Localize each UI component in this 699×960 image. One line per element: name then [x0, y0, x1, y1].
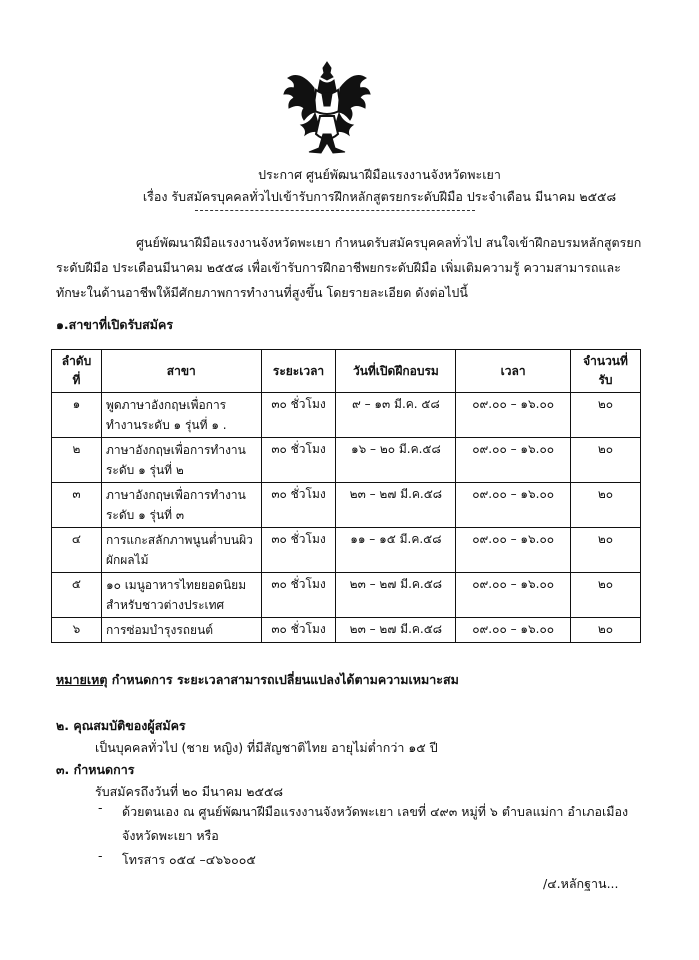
table-row [52, 438, 641, 483]
section3-text: รับสมัครถึงวันที่ ๒๐ มีนาคม ๒๕๕๘ [95, 784, 284, 799]
courses-table [51, 349, 641, 643]
header-seats: จำนวนที่ รับ [571, 350, 641, 393]
announcement-subject: เรื่อง รับสมัครบุคคลทั่วไปเข้ารับการฝึกหลักสูตรยกระดับฝีมือ ประจำเดือน มีนาคม ๒๕๕๘ [142, 189, 617, 204]
cell-time: ๐๙.๐๐ – ๑๖.๐๐ [456, 618, 571, 643]
dashed-divider [195, 210, 475, 211]
cell-time: ๐๙.๐๐ – ๑๖.๐๐ [456, 573, 571, 618]
cell-date: ๒๓ – ๒๗ มี.ค.๕๘ [336, 618, 456, 643]
cell-duration: ๓๐ ชั่วโมง [261, 483, 336, 528]
cell-no: ๖ [52, 618, 102, 643]
table-row [52, 573, 641, 618]
cell-duration: ๓๐ ชั่วโมง [261, 393, 336, 438]
note-text: กำหนดการ ระยะเวลาสามารถเปลี่ยนแปลงได้ตามความเหมาะสม [107, 672, 459, 687]
cell-date: ๑๑ – ๑๕ มี.ค.๕๘ [336, 528, 456, 573]
cell-duration: ๓๐ ชั่วโมง [261, 573, 336, 618]
announcement-title: ประกาศ ศูนย์พัฒนาฝีมือแรงงานจังหวัดพะเยา [258, 167, 501, 182]
cell-date: ๙ – ๑๓ มี.ค. ๕๘ [336, 393, 456, 438]
cell-seats: ๒๐ [571, 528, 641, 573]
cell-seats: ๒๐ [571, 393, 641, 438]
section1-title: ๑.สาขาที่เปิดรับสมัคร [56, 317, 174, 332]
cell-no: ๕ [52, 573, 102, 618]
cell-seats: ๒๐ [571, 618, 641, 643]
cell-duration: ๓๐ ชั่วโมง [261, 438, 336, 483]
intro-text: ศูนย์พัฒนาฝีมือแรงงานจังหวัดพะเยา กำหนดรับสมัครบุคคลทั่วไป สนใจเข้าฝึกอบรมหลักสูตรยกระดับฝีมือ ประเดือนมีนาคม ๒๕๕๘ เพื่อเข้ารับการฝึกอาชีพยกระดับฝีมือ เพิ่มเติมความรู้ ความสามารถและทักษะในด้านอาชีพให้มีศักยภาพการทำงานที่สูงขึ้น โดยรายละเอียด ดังต่อไปนี้ [56, 235, 642, 300]
header-time: เวลา [456, 350, 571, 393]
bullet-dash: - [98, 848, 103, 863]
garuda-emblem-icon [282, 58, 372, 158]
table-row [52, 618, 641, 643]
cell-branch: การซ่อมบำรุงรถยนต์ [101, 618, 261, 643]
cell-no: ๒ [52, 438, 102, 483]
section2-text: เป็นบุคคลทั่วไป (ชาย หญิง) ที่มีสัญชาติไทย อายุไม่ต่ำกว่า ๑๕ ปี [95, 740, 438, 755]
table-row [52, 528, 641, 573]
bullet-dash: - [98, 800, 103, 815]
cell-branch: ๑๐ เมนูอาหารไทยยอดนิยมสำหรับชาวต่างประเทศ [101, 573, 261, 618]
cell-date: ๒๓ – ๒๗ มี.ค.๕๘ [336, 483, 456, 528]
section3-title: ๓. กำหนดการ [56, 762, 135, 777]
header-duration: ระยะเวลา [261, 350, 336, 393]
cell-branch: พูดภาษาอังกฤษเพื่อการทำงานระดับ ๑ รุ่นที่ ๑ . [101, 393, 261, 438]
continuation-footer: /๔.หลักฐาน... [543, 876, 619, 891]
cell-time: ๐๙.๐๐ – ๑๖.๐๐ [456, 393, 571, 438]
cell-time: ๐๙.๐๐ – ๑๖.๐๐ [456, 483, 571, 528]
intro-paragraph [56, 230, 646, 305]
bullet-item: โทรสาร ๐๕๔ –๔๖๖๐๐๕ [122, 852, 256, 867]
cell-no: ๑ [52, 393, 102, 438]
cell-seats: ๒๐ [571, 438, 641, 483]
header-no: ลำดับ ที่ [52, 350, 102, 393]
note-label: หมายเหตุ [56, 672, 108, 687]
cell-seats: ๒๐ [571, 573, 641, 618]
cell-time: ๐๙.๐๐ – ๑๖.๐๐ [456, 438, 571, 483]
section2-title: ๒. คุณสมบัติของผู้สมัคร [56, 718, 186, 733]
cell-branch: ภาษาอังกฤษเพื่อการทำงานระดับ ๑ รุ่นที่ ๒ [101, 438, 261, 483]
cell-time: ๐๙.๐๐ – ๑๖.๐๐ [456, 528, 571, 573]
cell-seats: ๒๐ [571, 483, 641, 528]
header-branch: สาขา [101, 350, 261, 393]
cell-date: ๒๓ – ๒๗ มี.ค.๕๘ [336, 573, 456, 618]
cell-branch: ภาษาอังกฤษเพื่อการทำงานระดับ ๑ รุ่นที่ ๓ [101, 483, 261, 528]
cell-duration: ๓๐ ชั่วโมง [261, 618, 336, 643]
table-row [52, 393, 641, 438]
table-row [52, 483, 641, 528]
note [56, 670, 459, 690]
cell-duration: ๓๐ ชั่วโมง [261, 528, 336, 573]
cell-branch: การแกะสลักภาพนูนต่ำบนผิวผักผลไม้ [101, 528, 261, 573]
header-date: วันที่เปิดฝึกอบรม [336, 350, 456, 393]
table-header-row [52, 350, 641, 393]
cell-no: ๔ [52, 528, 102, 573]
bullet-item: ด้วยตนเอง ณ ศูนย์พัฒนาฝีมือแรงงานจังหวัดพะเยา เลขที่ ๔๙๓ หมู่ที่ ๖ ตำบลแม่กา อำเภอเมือง จังหวัดพะเยา หรือ [122, 804, 629, 843]
cell-date: ๑๖ – ๒๐ มี.ค.๕๘ [336, 438, 456, 483]
cell-no: ๓ [52, 483, 102, 528]
